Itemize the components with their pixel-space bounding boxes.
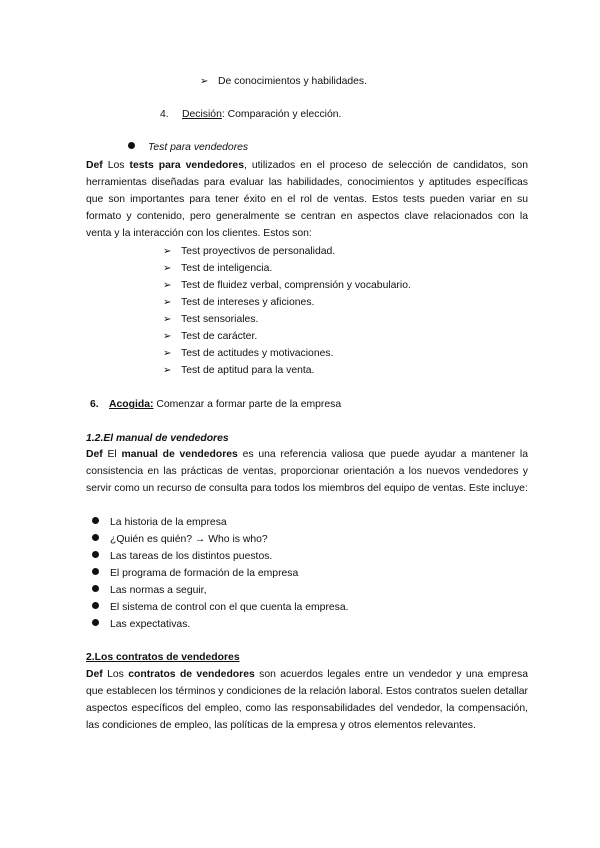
list-item <box>163 364 314 381</box>
list-item <box>92 584 206 601</box>
section-bullet <box>128 141 248 154</box>
list-item-text: Test sensoriales. <box>181 314 259 325</box>
step-text: : Comparación y elección. <box>221 109 342 120</box>
arrow-bullet-icon: ➢ <box>200 76 209 87</box>
list-item-text: Las normas a seguir, <box>110 585 207 596</box>
step-term: Decisión <box>182 109 222 120</box>
def-intro: El <box>102 449 122 460</box>
def-intro: Los <box>102 160 130 171</box>
def-prefix: Def <box>86 669 103 680</box>
list-item-text: Las expectativas. <box>110 619 191 630</box>
arrow-bullet-icon: ➢ <box>163 314 172 325</box>
def-intro: Los <box>102 669 129 680</box>
list-item <box>163 262 272 279</box>
bullet-icon <box>92 534 99 541</box>
list-item-text: La historia de la empresa <box>110 517 227 528</box>
section-heading <box>86 651 240 664</box>
list-item-text: Test de intereses y aficiones. <box>181 297 315 308</box>
definition-paragraph <box>86 446 528 497</box>
heading-text: 2.Los contratos de vendedores <box>86 652 240 663</box>
arrow-bullet-icon: ➢ <box>163 263 172 274</box>
def-body: son acuerdos legales entre un vendedor y una empresa que establecen los términos y condiciones de la relación laboral. Estos contratos suelen detallar aspectos específicos del empleo, como las responsabilidades del vendedor, la compensación, las condiciones de empleo, las políticas de la empresa y otros elementos relevantes. <box>86 669 528 731</box>
list-item <box>92 550 272 567</box>
list-item-text: Las tareas de los distintos puestos. <box>110 551 273 562</box>
definition-paragraph <box>86 666 528 734</box>
list-item <box>163 313 258 330</box>
def-body: , utilizados en el proceso de selección de candidatos, son herramientas diseñadas para evaluar las habilidades, conocimientos y aptitudes específicas que son importantes para tener éxito en el rol de ventas. Estos tests pueden variar en su formato y contenido, pero generalmente se centran en aspectos clave relacionados con la venta y la interacción con los clientes. Estos son: <box>86 160 528 239</box>
bullet-icon <box>92 568 99 575</box>
numbered-step <box>90 398 341 411</box>
heading-text: 1.2.El manual de vendedores <box>86 433 229 444</box>
arrow-bullet-icon: ➢ <box>163 280 172 291</box>
list-item <box>92 618 190 635</box>
list-item <box>92 567 298 584</box>
arrow-bullet-icon: ➢ <box>163 297 172 308</box>
bullet-icon <box>92 551 99 558</box>
def-term: tests para vendedores <box>129 160 244 171</box>
list-item-text: De conocimientos y habilidades. <box>218 76 368 87</box>
step-number: 6. <box>90 399 99 410</box>
def-term: contratos de vendedores <box>128 669 255 680</box>
def-body: es una referencia valiosa que puede ayudar a mantener la consistencia en las prácticas de ventas, proporcionar orientación a los nuevos vendedores y servir como un recurso de consulta para todos los miembros del equipo de ventas. Este incluye: <box>86 449 528 494</box>
list-item <box>163 279 411 296</box>
list-item <box>92 601 349 618</box>
def-prefix: Def <box>86 449 103 460</box>
list-item-text: Test de aptitud para la venta. <box>181 365 315 376</box>
list-item-text: ¿Quién es quién? → Who is who? <box>110 534 268 545</box>
step-term: Acogida: <box>109 399 154 410</box>
list-item-text: El programa de formación de la empresa <box>110 568 299 579</box>
list-item-text: Test de actitudes y motivaciones. <box>181 348 334 359</box>
section-heading <box>86 432 229 445</box>
list-item-text: Test de carácter. <box>181 331 258 342</box>
bullet-icon <box>92 585 99 592</box>
bullet-icon <box>92 619 99 626</box>
arrow-bullet-icon: ➢ <box>163 246 172 257</box>
bullet-icon <box>128 142 135 149</box>
bullet-icon <box>92 517 99 524</box>
list-item <box>163 296 314 313</box>
list-item <box>163 245 335 262</box>
list-item <box>163 330 257 347</box>
list-item-text: Test de fluidez verbal, comprensión y vocabulario. <box>181 280 411 291</box>
list-item <box>200 75 367 88</box>
list-item-text: El sistema de control con el que cuenta la empresa. <box>110 602 349 613</box>
list-item-text: Test proyectivos de personalidad. <box>181 246 336 257</box>
list-item <box>92 516 227 533</box>
arrow-bullet-icon: ➢ <box>163 365 172 376</box>
def-term: manual de vendedores <box>121 449 238 460</box>
step-text: Comenzar a formar parte de la empresa <box>153 399 342 410</box>
def-prefix: Def <box>86 160 103 171</box>
list-item <box>92 533 268 550</box>
list-item-text: Test de inteligencia. <box>181 263 273 274</box>
list-item <box>163 347 333 364</box>
arrow-bullet-icon: ➢ <box>163 331 172 342</box>
step-number: 4. <box>160 109 169 120</box>
numbered-step <box>160 108 341 121</box>
definition-paragraph <box>86 157 528 242</box>
bullet-icon <box>92 602 99 609</box>
section-heading: Test para vendedores <box>148 142 249 153</box>
arrow-bullet-icon: ➢ <box>163 348 172 359</box>
